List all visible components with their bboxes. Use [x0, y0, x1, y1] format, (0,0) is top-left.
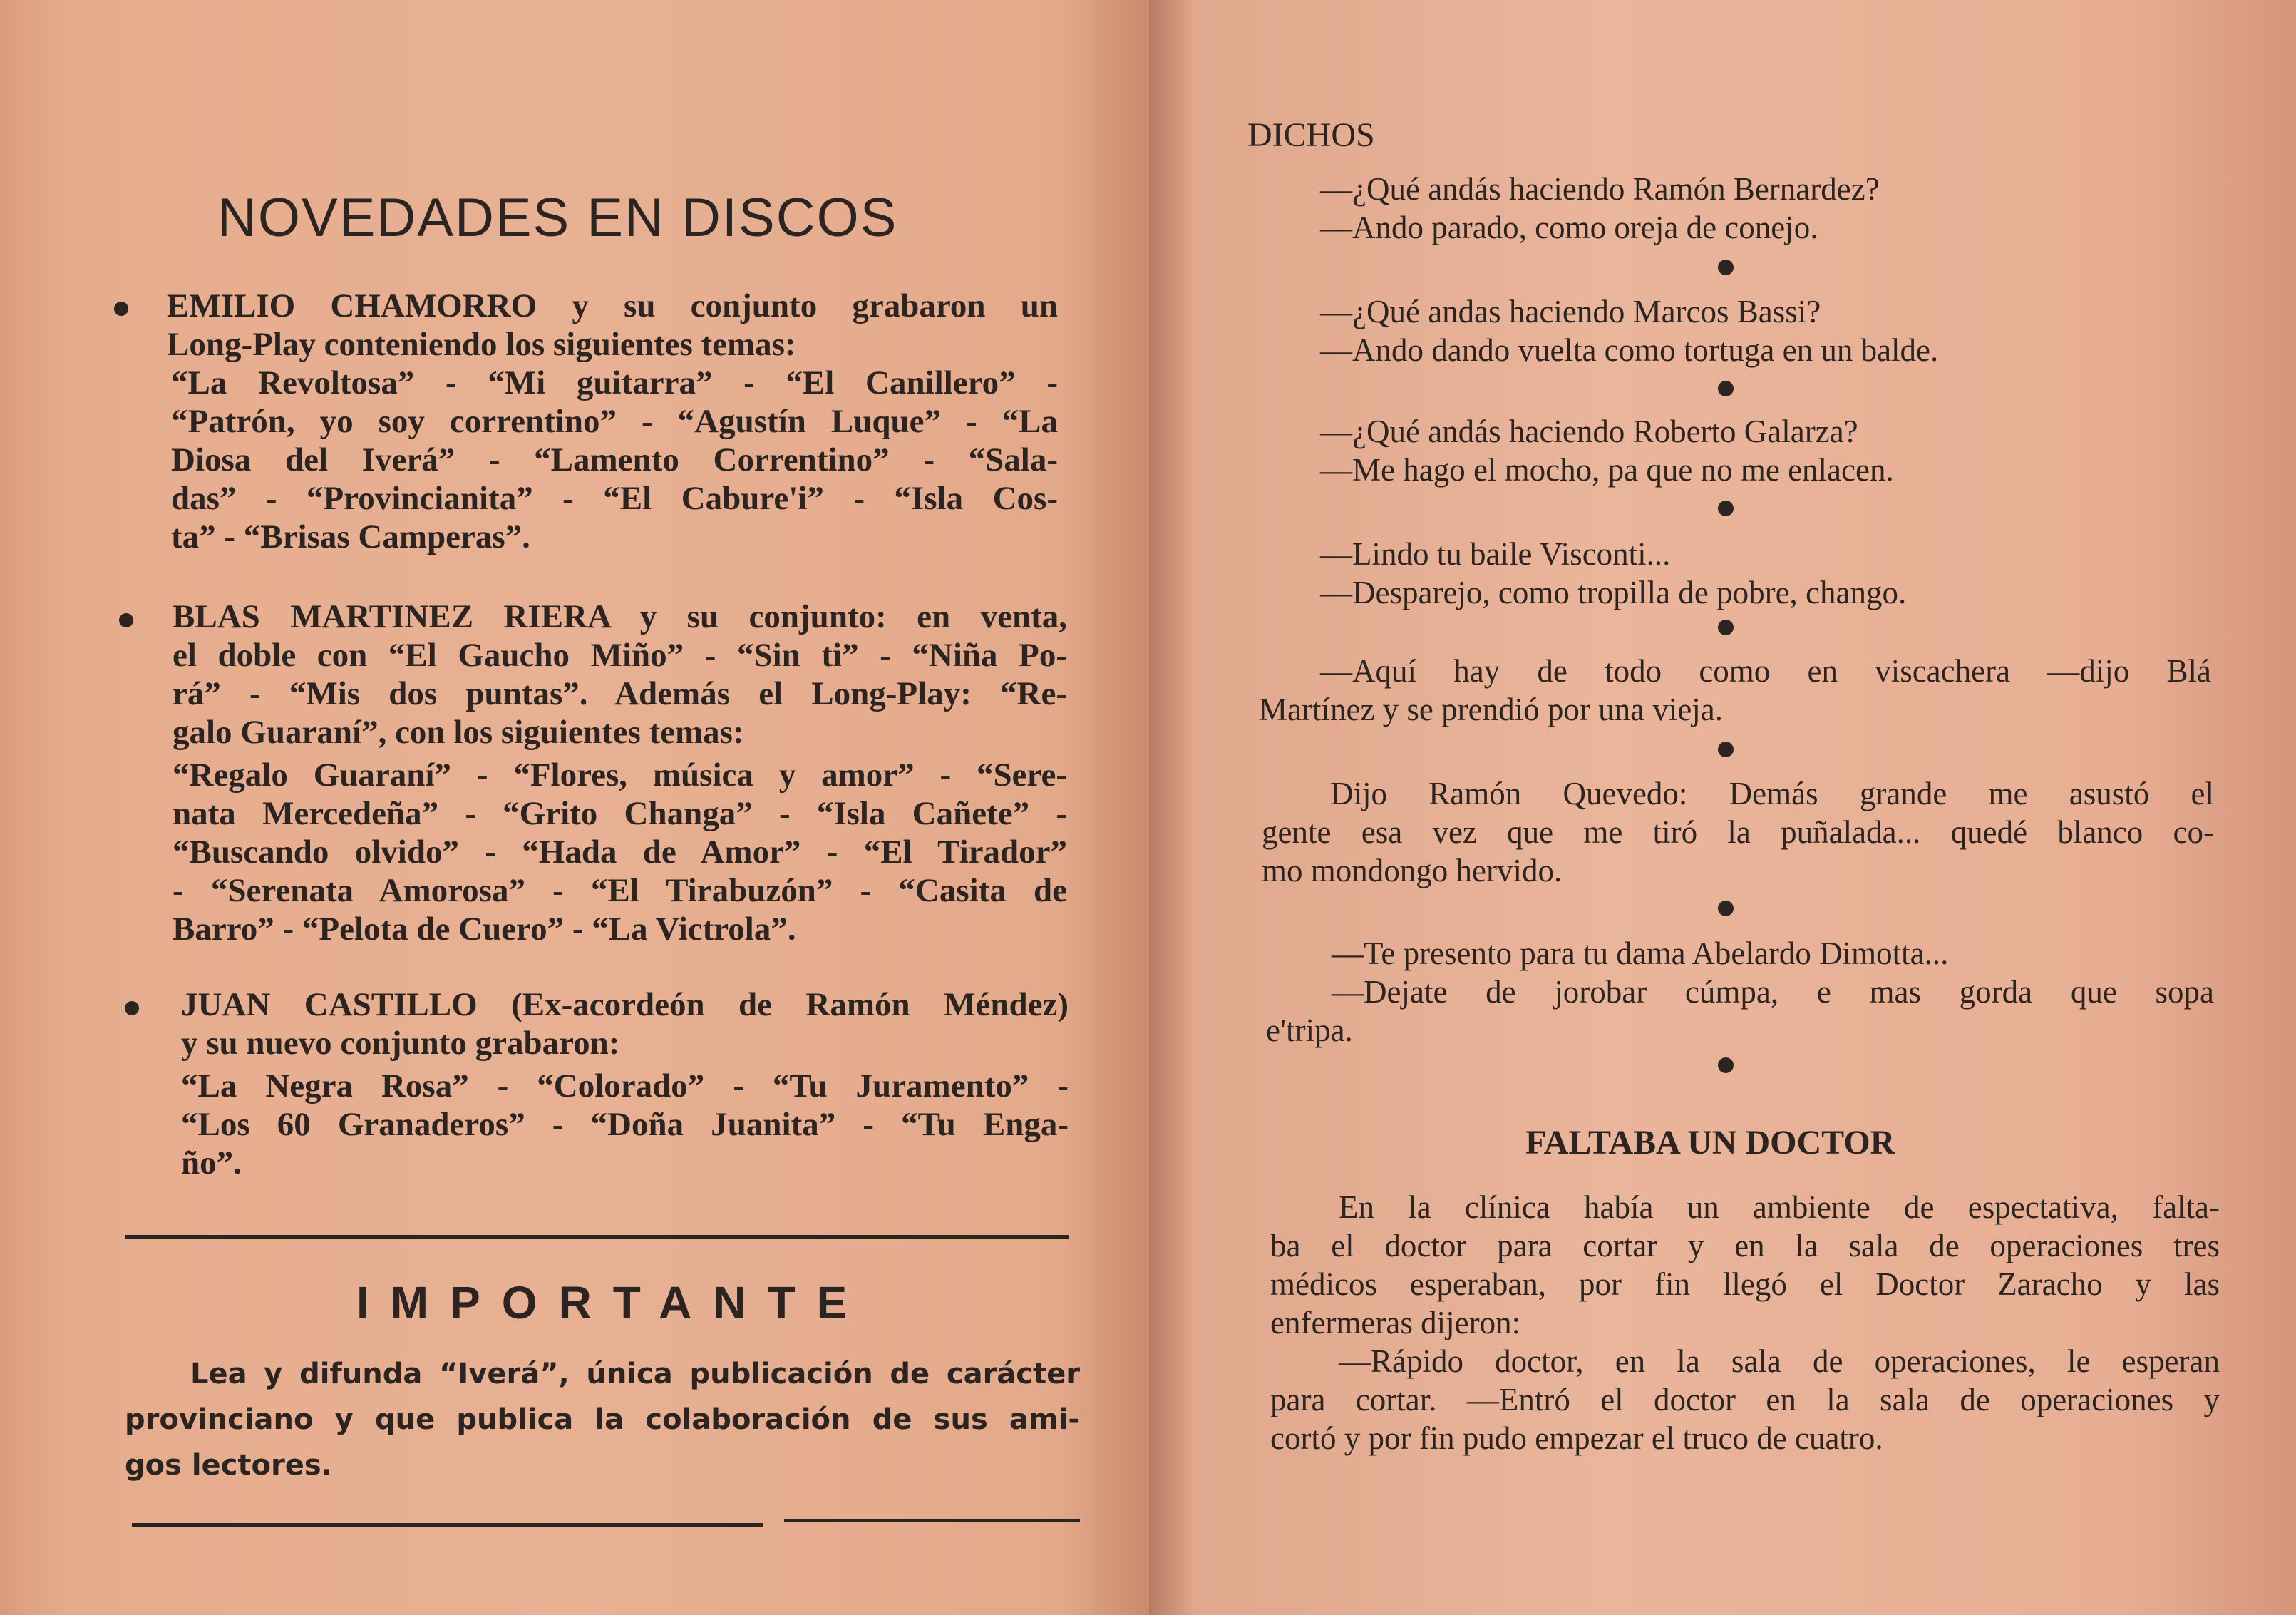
separator-dot-icon [1718, 1057, 1734, 1073]
separator-dot-icon [1718, 620, 1734, 635]
saying-6 [1262, 774, 2214, 890]
notice-line: Lea y difunda “Iverá”, única publicación de carácter [190, 1358, 1080, 1390]
song-line: “La Negra Rosa” - “Colorado” - “Tu Juramento” - [181, 1067, 1069, 1104]
item-text-line: rá” - “Mis dos puntas”. Además el Long-Play: “Re- [173, 675, 1067, 712]
saying-line: —¿Qué andás haciendo Roberto Galarza? [1320, 414, 1858, 449]
saying-line: —Desparejo, como tropilla de pobre, chango. [1320, 575, 1907, 610]
section-heading-dichos: DICHOS [1247, 116, 1375, 154]
separator-dot-icon [1718, 260, 1734, 275]
story-line: para cortar. —Entró el doctor en la sala de operaciones y [1270, 1382, 2220, 1417]
story-line: cortó y por fin pudo empezar el truco de cuatro. [1270, 1420, 1883, 1456]
item-text-line: galo Guaraní”, con los siguientes temas: [173, 714, 744, 751]
saying-line: —Lindo tu baile Visconti... [1320, 536, 1671, 572]
saying-1 [1320, 170, 2211, 247]
record-item-castillo [181, 985, 1069, 1182]
page-title: NOVEDADES EN DISCOS [217, 188, 898, 248]
saying-line: e'tripa. [1266, 1012, 1353, 1048]
important-notice [125, 1351, 1080, 1488]
story-line: ba el doctor para cortar y en la sala de operaciones tres [1270, 1228, 2220, 1263]
song-line: das” - “Provincianita” - “El Cabure'i” - “Isla Cos- [171, 480, 1058, 517]
saying-line: Martínez y se prendió por una vieja. [1259, 692, 1724, 727]
saying-line: —Dejate de jorobar cúmpa, e mas gorda que sopa [1332, 974, 2214, 1010]
saying-line: —Ando parado, como oreja de conejo. [1320, 210, 1818, 245]
divider-rule [132, 1523, 763, 1527]
story-title: FALTABA UN DOCTOR [1525, 1124, 1895, 1162]
saying-3 [1320, 412, 2211, 489]
story-line: —Rápido doctor, en la sala de operaciones, le esperan [1339, 1343, 2220, 1379]
saying-line: Dijo Ramón Quevedo: Demás grande me asustó el [1330, 776, 2214, 811]
saying-line: —Aquí hay de todo como en viscachera —dijo Blá [1320, 653, 2211, 689]
song-line: nata Mercedeña” - “Grito Changa” - “Isla Cañete” - [173, 795, 1067, 832]
important-heading: IMPORTANTE [356, 1277, 869, 1328]
song-line: “Patrón, yo soy correntino” - “Agustín Luque” - “La [171, 403, 1058, 440]
saying-line: —Me hago el mocho, pa que no me enlacen. [1320, 452, 1894, 488]
item-text-line: BLAS MARTINEZ RIERA y su conjunto: en venta, [173, 598, 1067, 635]
separator-dot-icon [1718, 901, 1734, 916]
bullet-icon [114, 302, 128, 316]
item-text-line: y su nuevo conjunto grabaron: [181, 1025, 620, 1062]
record-item-chamorro [167, 287, 1058, 556]
song-line: Barro” - “Pelota de Cuero” - “La Victrola”. [173, 911, 796, 948]
song-line: “La Revoltosa” - “Mi guitarra” - “El Canillero” - [171, 364, 1058, 401]
item-text-line: JUAN CASTILLO (Ex-acordeón de Ramón Méndez) [181, 986, 1069, 1023]
song-line: Diosa del Iverá” - “Lamento Correntino” - “Sala- [171, 441, 1058, 478]
saying-5 [1259, 652, 2211, 729]
separator-dot-icon [1718, 742, 1734, 757]
item-text-line: EMILIO CHAMORRO y su conjunto grabaron un [167, 287, 1058, 324]
record-item-martinez-riera [173, 598, 1067, 948]
notice-line: provinciano y que publica la colaboración de sus ami- [125, 1403, 1080, 1436]
saying-line: mo mondongo hervido. [1262, 853, 1563, 888]
saying-2 [1320, 292, 2211, 369]
saying-line: —¿Qué andas haciendo Marcos Bassi? [1320, 294, 1821, 329]
story-line: En la clínica había un ambiente de espectativa, falta- [1339, 1189, 2220, 1225]
divider-rule [784, 1519, 1080, 1522]
saying-line: —Ando dando vuelta como tortuga en un balde. [1320, 332, 1939, 368]
separator-dot-icon [1718, 501, 1734, 516]
bullet-icon [125, 1001, 139, 1015]
song-line: ta” - “Brisas Camperas”. [171, 518, 530, 555]
saying-4 [1320, 535, 2211, 612]
saying-7 [1266, 934, 2214, 1050]
item-text-line: Long-Play conteniendo los siguientes temas: [167, 326, 796, 363]
saying-line: —¿Qué andás haciendo Ramón Bernardez? [1320, 171, 1880, 207]
divider-rule [125, 1235, 1069, 1239]
song-line: “Regalo Guaraní” - “Flores, música y amor” - “Sere- [173, 757, 1067, 794]
song-line: ño”. [181, 1144, 242, 1181]
story-line: enfermeras dijeron: [1270, 1305, 1521, 1340]
story-text [1270, 1188, 2220, 1457]
song-line: - “Serenata Amorosa” - “El Tirabuzón” - “Casita de [173, 872, 1067, 909]
song-line: “Los 60 Granaderos” - “Doña Juanita” - “Tu Enga- [181, 1106, 1069, 1143]
song-line: “Buscando olvido” - “Hada de Amor” - “El Tirador” [173, 834, 1067, 871]
saying-line: —Te presento para tu dama Abelardo Dimotta... [1332, 935, 1949, 971]
notice-line: gos lectores. [125, 1449, 332, 1482]
saying-line: gente esa vez que me tiró la puñalada... quedé blanco co- [1262, 814, 2214, 850]
separator-dot-icon [1718, 381, 1734, 396]
item-text-line: el doble con “El Gaucho Miño” - “Sin ti” - “Niña Po- [173, 637, 1067, 674]
story-line: médicos esperaban, por fin llegó el Doctor Zaracho y las [1270, 1266, 2220, 1302]
bullet-icon [119, 613, 133, 627]
